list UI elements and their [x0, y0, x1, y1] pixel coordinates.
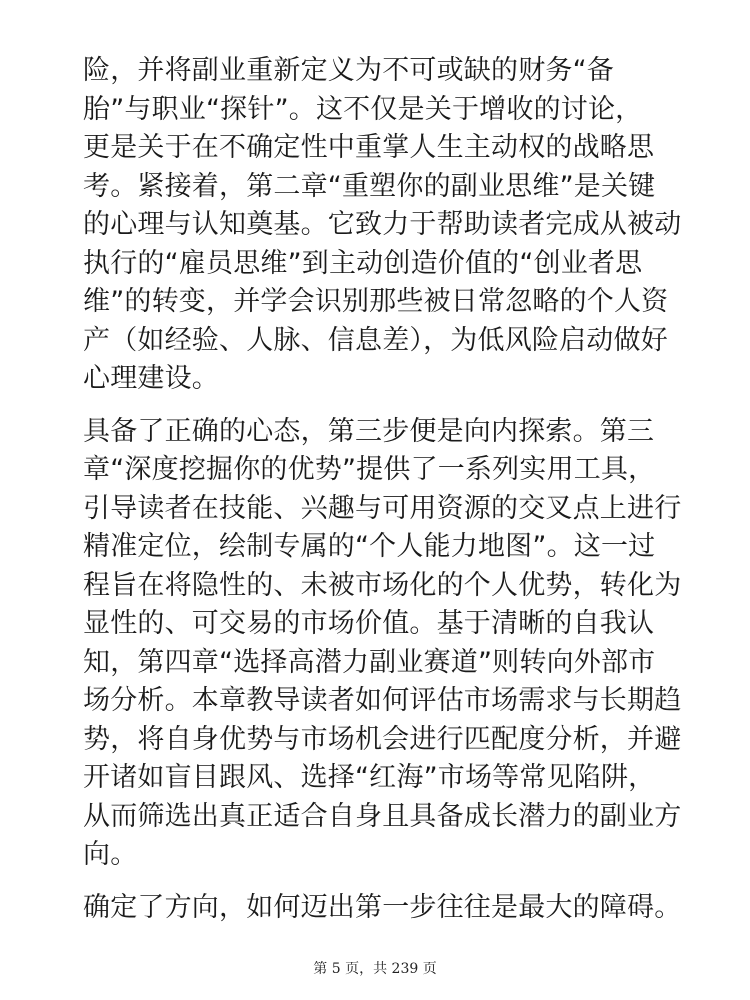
- paragraph-3: [83, 889, 683, 928]
- text-line: 引导读者在技能、兴趣与可用资源的交叉点上进行: [83, 492, 682, 524]
- text-line: 势，将自身优势与市场机会进行匹配度分析，并避: [83, 723, 682, 755]
- text-line: 场分析。本章教导读者如何评估市场需求与长期趋: [83, 685, 682, 716]
- text-line: 的心理与认知奠基。它致力于帮助读者完成从被动: [83, 209, 682, 240]
- text-line: 险，并将副业重新定义为不可或缺的财务“备: [83, 55, 614, 86]
- text-line: 心理建设。: [83, 363, 219, 394]
- page-number-footer: 第 5 页，共 239 页: [313, 961, 437, 977]
- paragraph-1: [83, 52, 683, 399]
- body-text: [83, 52, 683, 927]
- text-line: 精准定位，绘制专属的“个人能力地图”。这一过: [83, 531, 656, 562]
- text-line: 开诸如盲目跟风、选择“红海”市场等常见陷阱，: [83, 762, 656, 793]
- text-line: 知，第四章“选择高潜力副业赛道”则转向外部市: [83, 646, 656, 678]
- text-line: 程旨在将隐性的、未被市场化的个人优势，转化为: [83, 569, 682, 601]
- text-line: 显性的、可交易的市场价值。基于清晰的自我认: [83, 608, 655, 639]
- text-line: 更是关于在不确定性中重掌人生主动权的战略思: [83, 132, 655, 163]
- text-line: 维”的转变，并学会识别那些被日常忽略的个人资: [83, 286, 669, 317]
- text-line: 具备了正确的心态，第三步便是向内探索。第三: [83, 415, 655, 447]
- text-line: 胎”与职业“探针”。这不仅是关于增收的讨论，: [83, 93, 643, 125]
- text-line: 从而筛选出真正适合自身且具备成长潜力的副业方: [83, 800, 682, 832]
- text-line: 产（如经验、人脉、信息差），为低风险启动做好: [83, 324, 668, 356]
- text-line: 向。: [83, 839, 138, 870]
- text-line: 考。紧接着，第二章“重塑你的副业思维”是关键: [83, 170, 656, 202]
- text-line: 章“深度挖掘你的优势”提供了一系列实用工具，: [83, 454, 656, 485]
- text-line: 确定了方向，如何迈出第一步往往是最大的障碍。: [83, 891, 682, 923]
- text-line: 执行的“雇员思维”到主动创造价值的“创业者思: [83, 247, 643, 279]
- paragraph-2: [83, 413, 683, 875]
